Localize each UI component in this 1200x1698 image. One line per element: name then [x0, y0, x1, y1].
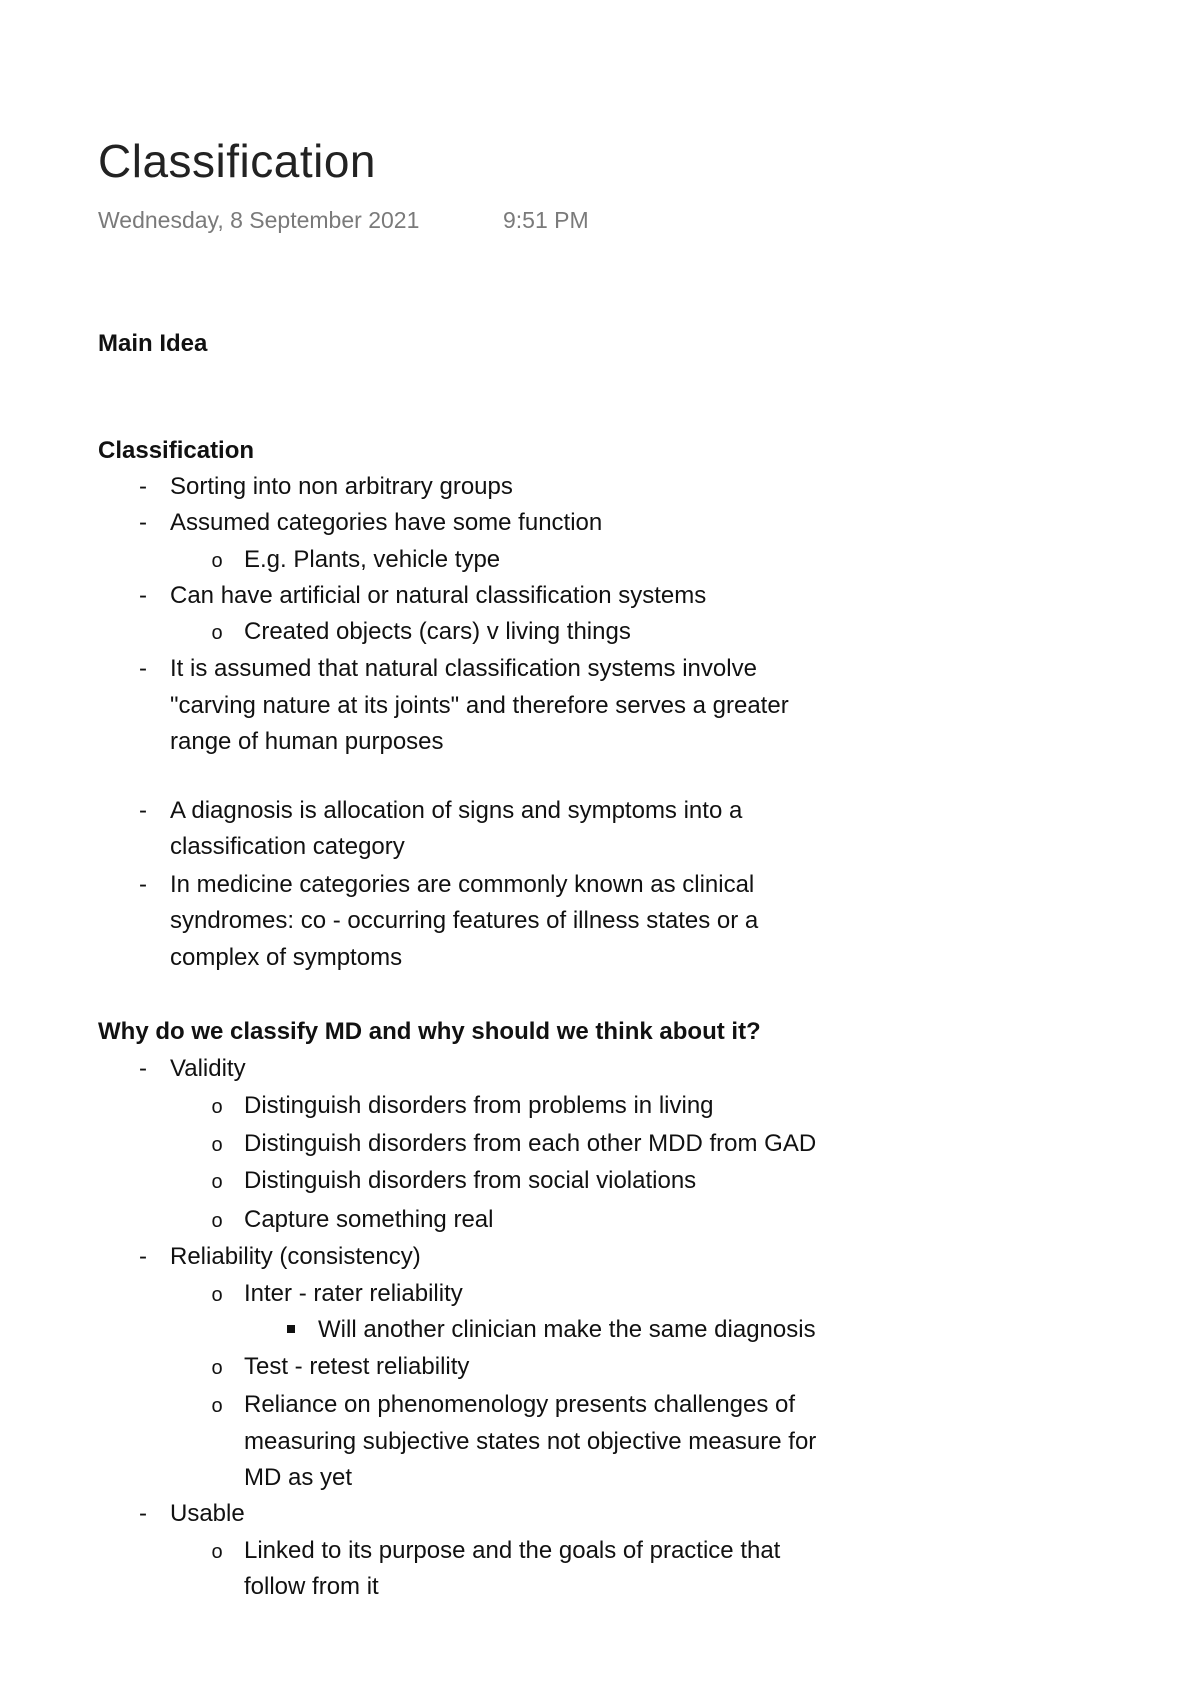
list-item: - Can have artificial or natural classification systems	[170, 577, 706, 614]
dash-bullet-icon	[128, 1050, 158, 1087]
circle-bullet-icon	[202, 1348, 232, 1387]
page-title: Classification	[98, 135, 376, 187]
circle-bullet-icon	[202, 1087, 232, 1126]
list-item: o E.g. Plants, vehicle type	[244, 541, 500, 578]
list-item: - It is assumed that natural classification systems involve	[170, 650, 757, 687]
note-date: Wednesday, 8 September 2021	[98, 207, 420, 233]
note-body	[98, 0, 998, 1600]
list-item: - Sorting into non arbitrary groups	[170, 468, 513, 505]
section-heading-why-classify: Why do we classify MD and why should we think about it?	[98, 1018, 761, 1045]
list-item-continuation: classification category	[170, 833, 405, 860]
list-item: o Inter - rater reliability	[244, 1275, 463, 1312]
circle-bullet-icon	[202, 541, 232, 580]
list-item-continuation: complex of symptoms	[170, 944, 403, 971]
section-heading-classification: Classification	[98, 437, 255, 464]
list-item: - Assumed categories have some function	[170, 504, 602, 541]
list-item: - Usable	[170, 1495, 245, 1532]
dash-bullet-icon	[128, 650, 158, 687]
dash-bullet-icon	[128, 866, 158, 903]
list-item-continuation: range of human purposes	[170, 728, 444, 755]
dash-bullet-icon	[128, 792, 158, 829]
circle-bullet-icon	[202, 1201, 232, 1240]
list-item-continuation: measuring subjective states not objective measure for	[244, 1428, 817, 1455]
dash-bullet-icon	[128, 577, 158, 614]
section-heading-main-idea: Main Idea	[98, 330, 208, 357]
list-item-continuation: syndromes: co - occurring features of illness states or a	[170, 907, 759, 934]
list-item: - Validity	[170, 1050, 246, 1087]
square-bullet-icon	[276, 1311, 306, 1348]
circle-bullet-icon	[202, 1125, 232, 1164]
list-item-continuation: follow from it	[244, 1573, 379, 1600]
circle-bullet-icon	[202, 1275, 232, 1314]
list-item: o Distinguish disorders from each other MDD from GAD	[244, 1125, 816, 1162]
list-item: - Reliability (consistency)	[170, 1238, 421, 1275]
circle-bullet-icon	[202, 613, 232, 652]
list-item: o Distinguish disorders from problems in living	[244, 1087, 714, 1124]
circle-bullet-icon	[202, 1162, 232, 1201]
list-item: o Distinguish disorders from social violations	[244, 1162, 696, 1199]
list-item: - In medicine categories are commonly known as clinical	[170, 866, 754, 903]
circle-bullet-icon	[202, 1532, 232, 1571]
dash-bullet-icon	[128, 1238, 158, 1275]
list-item: o Linked to its purpose and the goals of practice that	[244, 1532, 780, 1569]
list-item-continuation: MD as yet	[244, 1464, 353, 1491]
list-item: o Test - retest reliability	[244, 1348, 469, 1385]
list-item: - A diagnosis is allocation of signs and symptoms into a	[170, 792, 742, 829]
dash-bullet-icon	[128, 504, 158, 541]
dash-bullet-icon	[128, 468, 158, 505]
list-item: o Reliance on phenomenology presents challenges of	[244, 1386, 795, 1423]
list-item: Will another clinician make the same diagnosis	[318, 1311, 816, 1348]
list-item-continuation: "carving nature at its joints" and therefore serves a greater	[170, 692, 789, 719]
list-item: o Capture something real	[244, 1201, 493, 1238]
dash-bullet-icon	[128, 1495, 158, 1532]
circle-bullet-icon	[202, 1386, 232, 1425]
list-item: o Created objects (cars) v living things	[244, 613, 631, 650]
note-time: 9:51 PM	[503, 207, 589, 233]
